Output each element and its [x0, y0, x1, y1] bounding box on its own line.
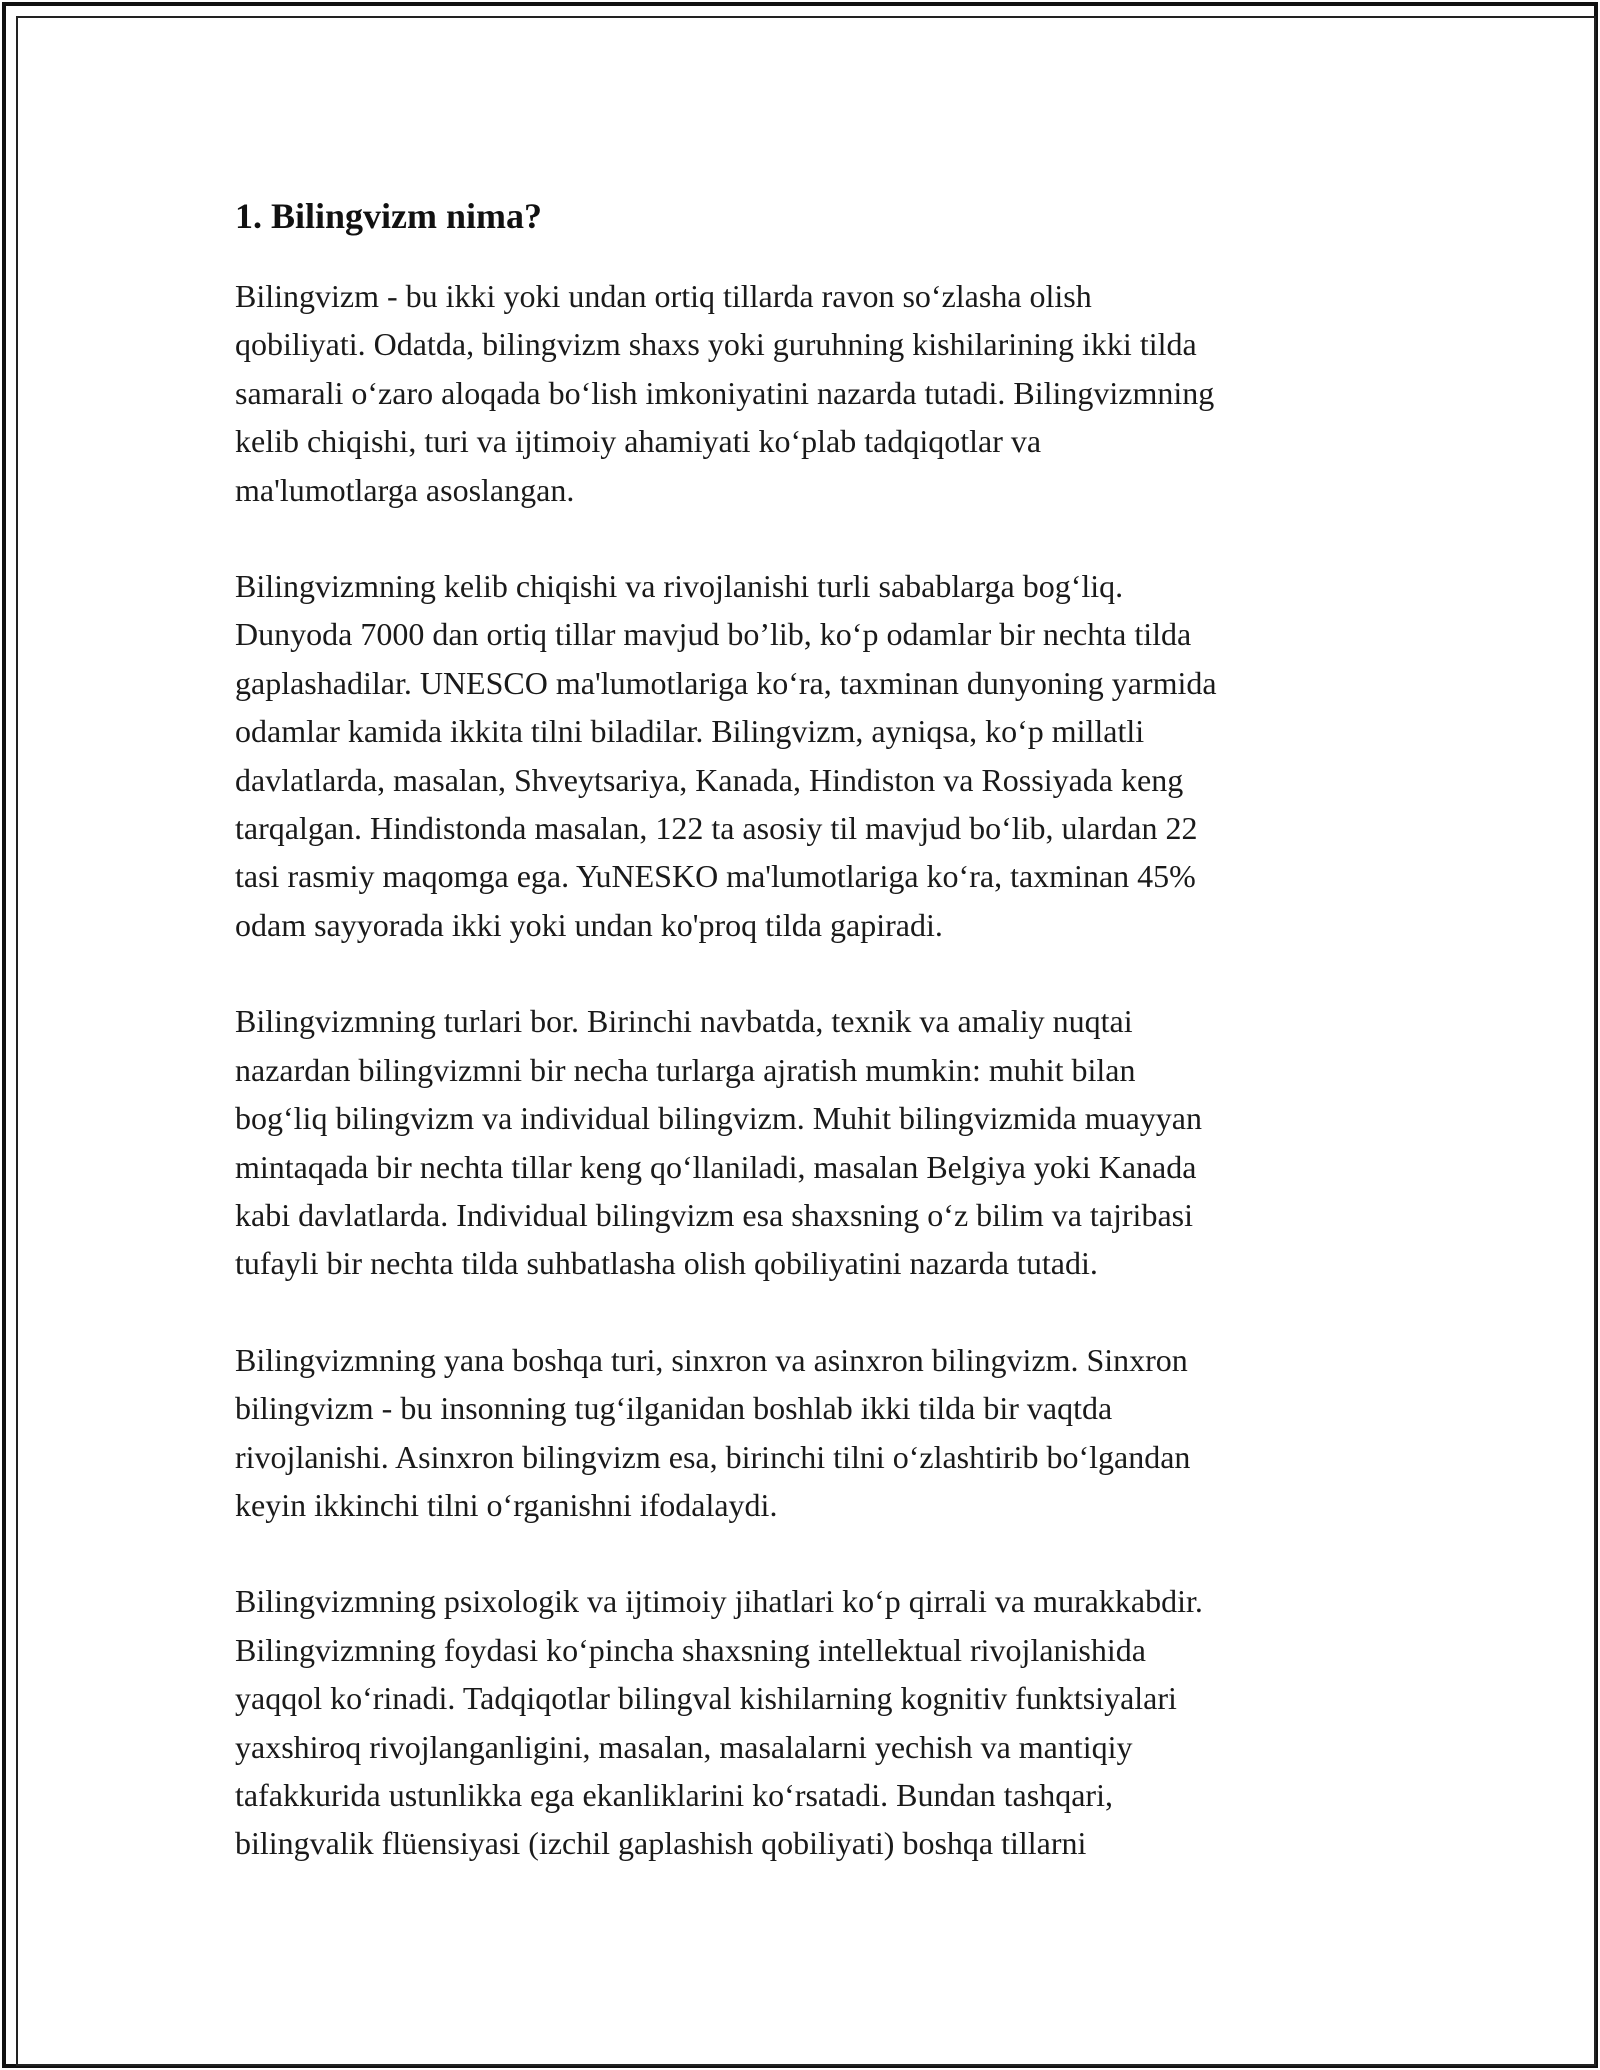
document-body: [235, 186, 1385, 1868]
paragraph-definition: Bilingvizm - bu ikki yoki undan ortiq tillarda ravon so‘zlasha olish qobiliyati. Odatda, bilingvizm shaxs yoki guruhning kishilarining ikki tilda samarali o‘zaro aloqada bo‘lish imkoniyatini nazarda tutadi. Bilingvizmning kelib chiqishi, turi va ijtimoiy ahamiyati ko‘plab tadqiqotlar va ma'lumotlarga asoslangan.: [235, 278, 1215, 508]
section-heading: 1. Bilingvizm nima?: [235, 196, 543, 236]
paragraph-psychology: Bilingvizmning psixologik va ijtimoiy jihatlari ko‘p qirrali va murakkabdir. Bilingvizmning foydasi ko‘pincha shaxsning intellektual rivojlanishida yaqqol ko‘rinadi. Tadqiqotlar bilingval kishilarning kognitiv funktsiyalari yaxshiroq rivojlanganligini, masalan, masalalarni yechish va mantiqiy tafakkurida ustunlikka ega ekanliklarini ko‘rsatadi. Bundan tashqari, bilingvalik flüensiyasi (izchil gaplashish qobiliyati) boshqa tillarni: [235, 1583, 1203, 1862]
paragraph-origin: Bilingvizmning kelib chiqishi va rivojlanishi turli sabablarga bog‘liq. Dunyoda 7000 dan ortiq tillar mavjud bo’lib, ko‘p odamlar bir nechta tilda gaplashadilar. UNESCO ma'lumotlariga ko‘ra, taxminan dunyoning yarmida odamlar kamida ikkita tilni biladilar. Bilingvizm, ayniqsa, ko‘p millatli davlatlarda, masalan, Shveytsariya, Kanada, Hindiston va Rossiyada keng tarqalgan. Hindistonda masalan, 122 ta asosiy til mavjud bo‘lib, ulardan 22 tasi rasmiy maqomga ega. YuNESKO ma'lumotlariga ko‘ra, taxminan 45% odam sayyorada ikki yoki undan ko'proq tilda gapiradi.: [235, 568, 1217, 943]
paragraph-types: Bilingvizmning turlari bor. Birinchi navbatda, texnik va amaliy nuqtai nazardan bilingvizmni bir necha turlarga ajratish mumkin: muhit bilan bog‘liq bilingvizm va individual bilingvizm. Muhit bilingvizmida muayyan mintaqada bir nechta tillar keng qo‘llaniladi, masalan Belgiya yoki Kanada kabi davlatlarda. Individual bilingvizm esa shaxsning o‘z bilim va tajribasi tufayli bir nechta tilda suhbatlasha olish qobiliyatini nazarda tutadi.: [235, 1003, 1202, 1282]
paragraph-sync-async: Bilingvizmning yana boshqa turi, sinxron va asinxron bilingvizm. Sinxron bilingvizm - bu insonning tug‘ilganidan boshlab ikki tilda bir vaqtda rivojlanishi. Asinxron bilingvizm esa, birinchi tilni o‘zlashtirib bo‘lgandan keyin ikkinchi tilni o‘rganishni ifodalaydi.: [235, 1341, 1191, 1523]
